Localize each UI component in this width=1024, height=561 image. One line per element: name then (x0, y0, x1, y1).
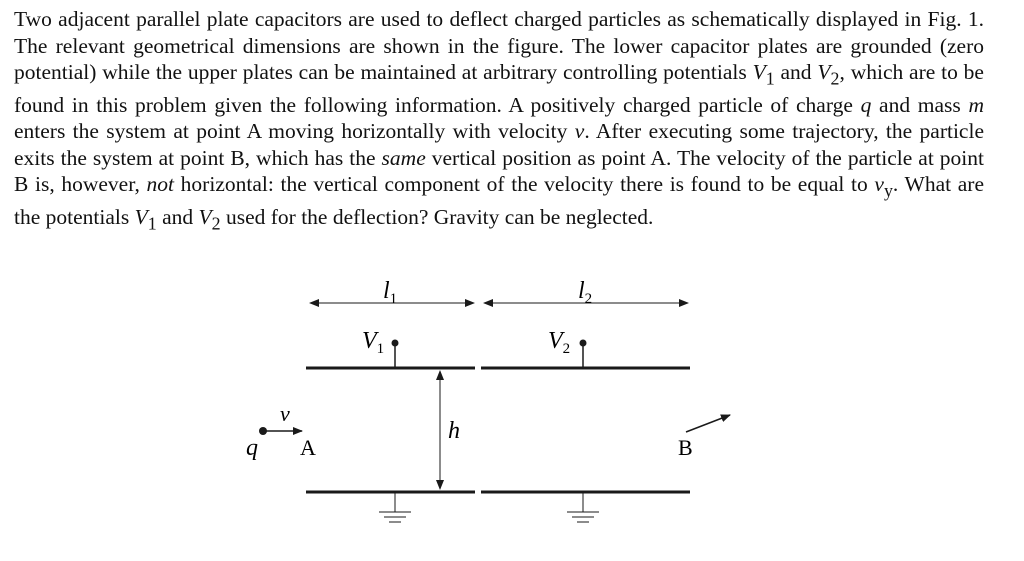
label-l1: $l_1$ (383, 278, 398, 307)
var-v1: V (134, 205, 148, 230)
label-v2: $V_2$ (548, 328, 571, 357)
emphasis-same: same (381, 145, 426, 170)
terminal-v2 (580, 340, 587, 369)
label-l2: $l_2$ (578, 278, 593, 307)
var-v2-sub: 2 (211, 213, 221, 234)
var-vy-sub: y (883, 180, 893, 201)
var-m: m (968, 92, 984, 117)
var-vy: v (874, 172, 884, 197)
text-segment: horizontal: the vertical component of the velocity there is found to be equal to (174, 172, 875, 197)
label-point-a: A (300, 435, 316, 460)
label-v1: $V_1$ (362, 328, 385, 357)
var-v2: V (198, 205, 212, 230)
emphasis-not: not (146, 172, 175, 197)
ground-symbol-1 (379, 492, 411, 522)
label-h: h (448, 418, 460, 444)
var-q: q (860, 92, 872, 117)
text-segment: used for the deflection? Gravity can be neglected. (220, 205, 654, 230)
label-v: v (280, 401, 290, 426)
var-v1-sub: 1 (765, 68, 775, 89)
text-segment: and (156, 205, 199, 230)
var-v1-sub: 1 (147, 213, 157, 234)
var-v2: V (817, 60, 831, 84)
text-segment: and mass (871, 92, 969, 117)
text-segment: enters the system at point A moving horizontally with velocity (14, 119, 575, 144)
var-v2-sub: 2 (830, 68, 840, 89)
ground-symbol-2 (567, 492, 599, 522)
terminal-v1 (392, 340, 399, 369)
text-segment: Two adjacent parallel plate capacitors are used to deflect charged particles as schematically displayed in Fig. 1. The relevant geometrical dimensions are shown in the figure. The lower capacitor plates are grounded (zero potential) while the upper plates can be maintained at arbitrary controlling potentials (14, 7, 984, 84)
text-segment: vertical position as point A. The velocity of the particle at point B is, however, (14, 145, 984, 197)
text-segment: , which are to be found in this problem given the following information. A positively charged particle of charge (14, 60, 984, 117)
var-v1: V (752, 60, 766, 84)
label-point-b: B (678, 435, 693, 460)
var-v: v (574, 119, 585, 144)
text-segment: . After executing some trajectory, the particle exits the system at point B, which has the (14, 119, 984, 170)
text-segment: . What are the potentials (14, 172, 985, 230)
text-segment: and (774, 60, 818, 84)
exit-velocity-arrow (686, 415, 730, 432)
label-q: q (246, 435, 258, 461)
particle-q (259, 427, 267, 435)
